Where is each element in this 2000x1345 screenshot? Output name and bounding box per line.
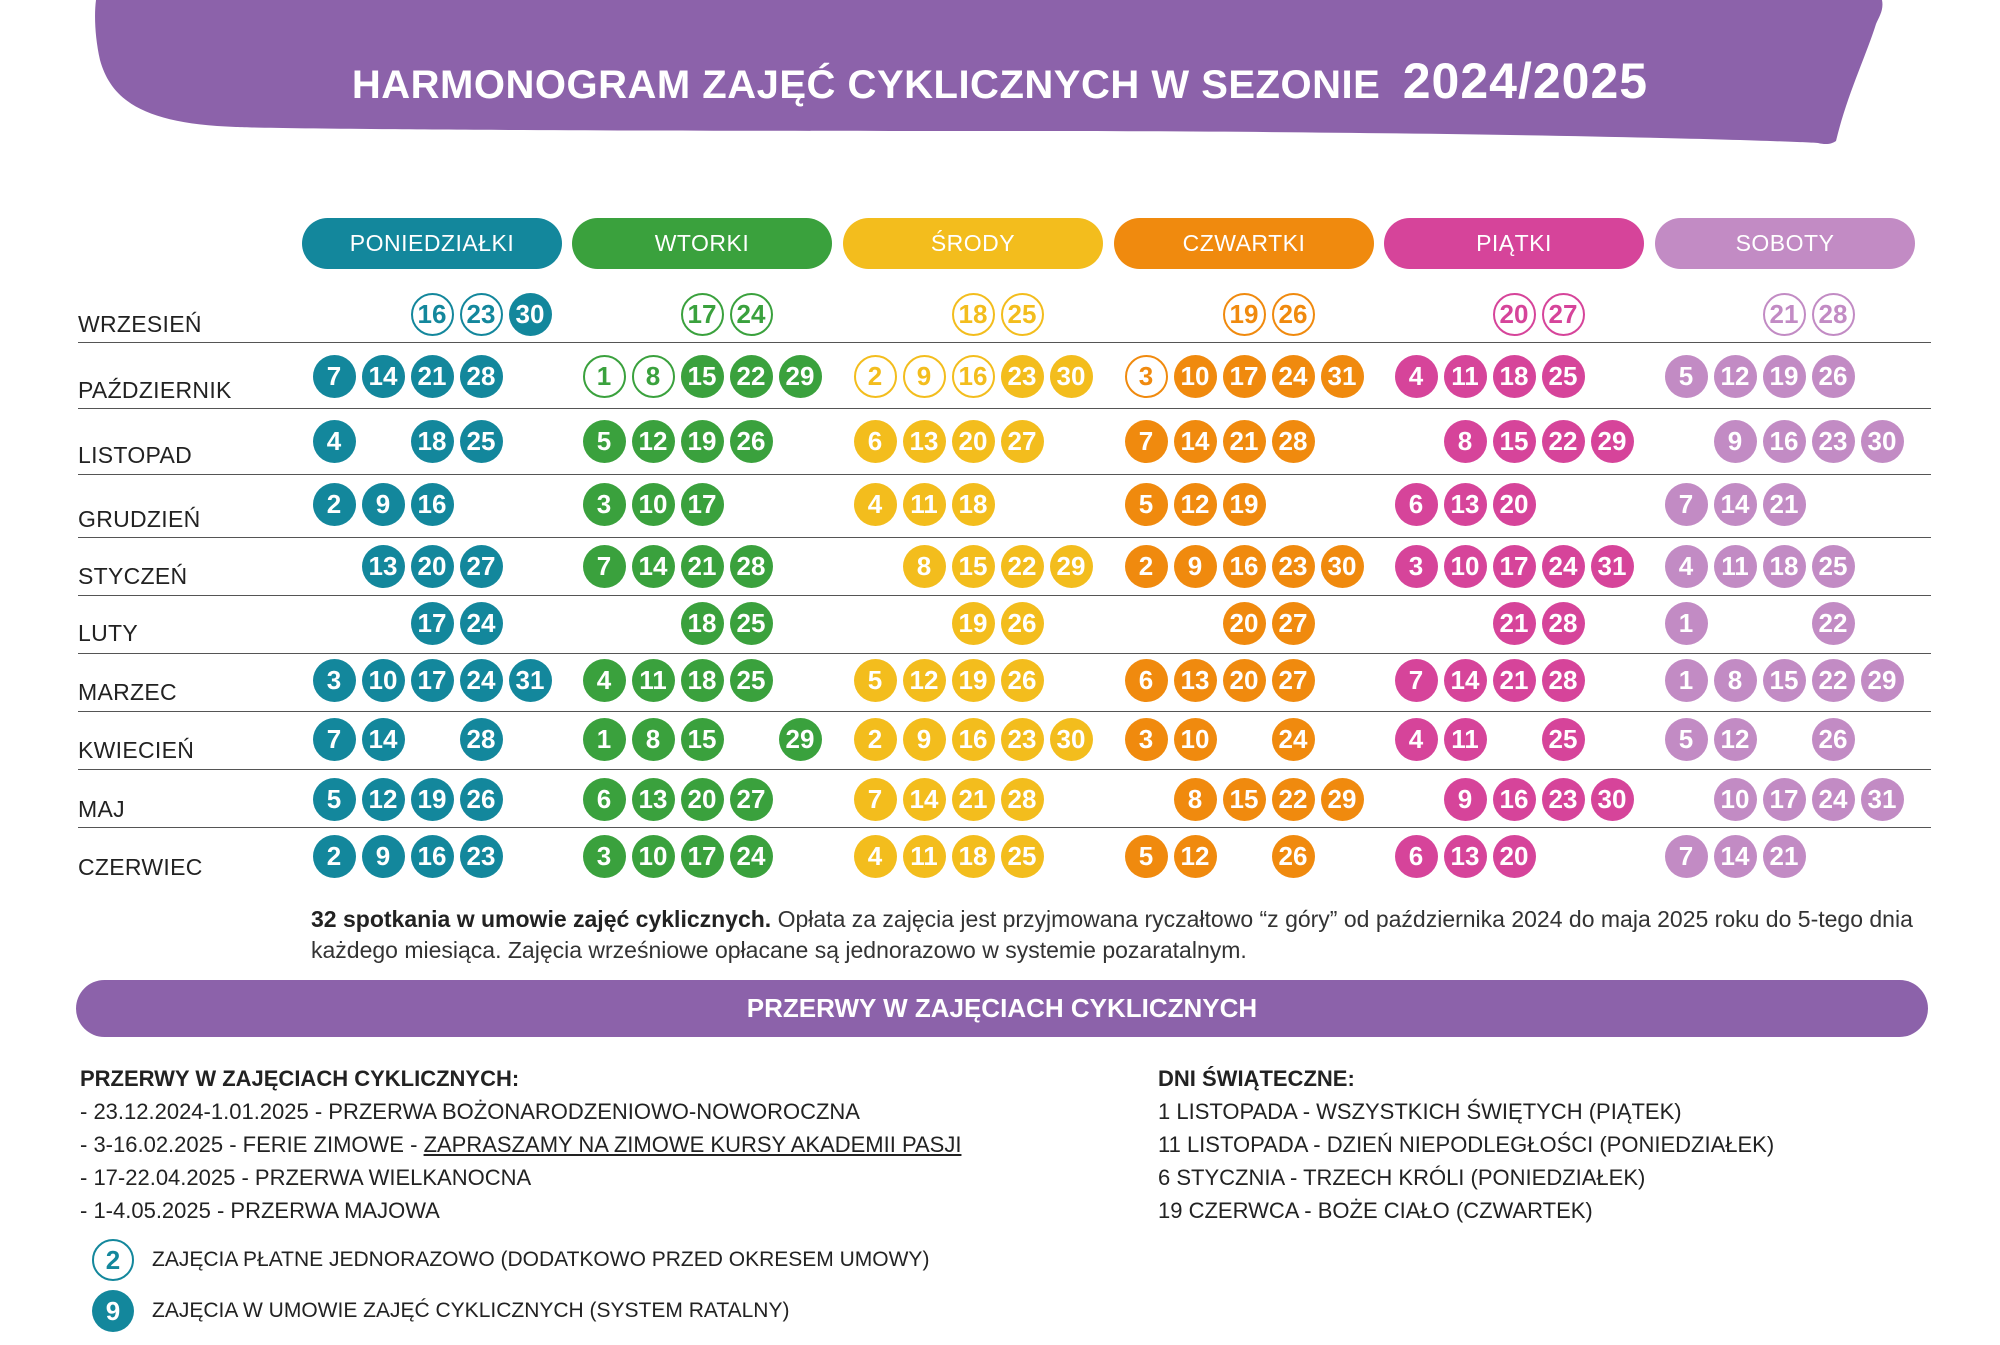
date-circle: 14: [1174, 420, 1217, 463]
date-circle: 13: [903, 420, 946, 463]
date-circle: 21: [411, 355, 454, 398]
holidays-heading: DNI ŚWIĄTECZNE:: [1158, 1066, 1355, 1091]
date-circle: 2: [854, 718, 897, 761]
date-circle: 6: [854, 420, 897, 463]
date-circle: 30: [1321, 545, 1364, 588]
legend-outline-circle: 2: [92, 1239, 134, 1281]
date-circle: 13: [362, 545, 405, 588]
date-circle: 23: [460, 835, 503, 878]
row-divider: [78, 537, 1931, 538]
date-circle: 8: [903, 545, 946, 588]
date-circle: 2: [313, 835, 356, 878]
date-circle: 5: [854, 659, 897, 702]
date-circle: 13: [632, 778, 675, 821]
day-header-soboty: SOBOTY: [1655, 218, 1915, 269]
date-circle: 27: [1001, 420, 1044, 463]
date-circle: 26: [1001, 602, 1044, 645]
date-circle: 6: [1125, 659, 1168, 702]
date-circle: 31: [1861, 778, 1904, 821]
date-circle: 29: [779, 355, 822, 398]
date-circle: 30: [509, 293, 552, 336]
date-circle: 8: [1714, 659, 1757, 702]
date-circle: 22: [1812, 659, 1855, 702]
legend-filled-text: ZAJĘCIA W UMOWIE ZAJĘĆ CYKLICZNYCH (SYSTEM RATALNY): [152, 1299, 790, 1322]
date-circle: 28: [1272, 420, 1315, 463]
row-divider: [78, 711, 1931, 712]
date-circle: 23: [460, 293, 503, 336]
date-circle: 30: [1050, 355, 1093, 398]
date-circle: 22: [1542, 420, 1585, 463]
date-circle: 6: [583, 778, 626, 821]
date-circle: 12: [1714, 718, 1757, 761]
date-circle: 22: [1812, 602, 1855, 645]
date-circle: 11: [1444, 718, 1487, 761]
date-circle: 23: [1001, 355, 1044, 398]
date-circle: 8: [1444, 420, 1487, 463]
date-circle: 9: [1174, 545, 1217, 588]
date-circle: 31: [1321, 355, 1364, 398]
date-circle: 11: [903, 483, 946, 526]
holiday-item: 6 STYCZNIA - TRZECH KRÓLI (PONIEDZIAŁEK): [1158, 1165, 1646, 1190]
date-circle: 24: [730, 835, 773, 878]
date-circle: 18: [952, 293, 995, 336]
date-circle: 1: [1665, 659, 1708, 702]
row-divider: [78, 827, 1931, 828]
date-circle: 19: [1223, 483, 1266, 526]
date-circle: 20: [681, 778, 724, 821]
month-label: MAJ: [78, 796, 125, 822]
date-circle: 3: [1125, 355, 1168, 398]
date-circle: 9: [362, 835, 405, 878]
date-circle: 7: [1395, 659, 1438, 702]
row-divider: [78, 769, 1931, 770]
date-circle: 23: [1001, 718, 1044, 761]
date-circle: 9: [903, 355, 946, 398]
date-circle: 8: [632, 718, 675, 761]
date-circle: 25: [460, 420, 503, 463]
date-circle: 11: [632, 659, 675, 702]
date-circle: 9: [903, 718, 946, 761]
date-circle: 23: [1812, 420, 1855, 463]
month-label: KWIECIEŃ: [78, 737, 195, 763]
date-circle: 6: [1395, 483, 1438, 526]
date-circle: 14: [903, 778, 946, 821]
legend-outline: [92, 1239, 929, 1281]
date-circle: 8: [632, 355, 675, 398]
date-circle: 29: [1050, 545, 1093, 588]
day-header-srody: ŚRODY: [843, 218, 1103, 269]
date-circle: 21: [1493, 602, 1536, 645]
date-circle: 13: [1174, 659, 1217, 702]
date-circle: 20: [411, 545, 454, 588]
day-header-czwartki: CZWARTKI: [1114, 218, 1374, 269]
date-circle: 28: [1542, 659, 1585, 702]
date-circle: 28: [460, 718, 503, 761]
date-circle: 4: [854, 483, 897, 526]
date-circle: 18: [1763, 545, 1806, 588]
date-circle: 17: [681, 293, 724, 336]
date-circle: 14: [1714, 835, 1757, 878]
contract-note: [311, 904, 1936, 966]
date-circle: 15: [1763, 659, 1806, 702]
date-circle: 5: [1665, 718, 1708, 761]
date-circle: 15: [952, 545, 995, 588]
date-circle: 30: [1861, 420, 1904, 463]
date-circle: 17: [1493, 545, 1536, 588]
date-circle: 5: [1125, 835, 1168, 878]
date-circle: 8: [1174, 778, 1217, 821]
date-circle: 17: [411, 602, 454, 645]
date-circle: 16: [952, 355, 995, 398]
date-circle: 18: [411, 420, 454, 463]
date-circle: 26: [1812, 355, 1855, 398]
date-circle: 10: [1174, 718, 1217, 761]
date-circle: 28: [460, 355, 503, 398]
date-circle: 24: [460, 659, 503, 702]
date-circle: 17: [681, 483, 724, 526]
date-circle: 26: [1272, 293, 1315, 336]
date-circle: 16: [411, 293, 454, 336]
date-circle: 11: [1714, 545, 1757, 588]
date-circle: 25: [1812, 545, 1855, 588]
date-circle: 12: [903, 659, 946, 702]
date-circle: 10: [632, 483, 675, 526]
date-circle: 28: [730, 545, 773, 588]
date-circle: 27: [1272, 602, 1315, 645]
date-circle: 20: [1223, 659, 1266, 702]
date-circle: 27: [730, 778, 773, 821]
month-label: LUTY: [78, 620, 138, 646]
date-circle: 2: [1125, 545, 1168, 588]
month-label: WRZESIEŃ: [78, 311, 202, 337]
date-circle: 26: [1001, 659, 1044, 702]
date-circle: 20: [1493, 293, 1536, 336]
day-header-poniedzialki: PONIEDZIAŁKI: [302, 218, 562, 269]
date-circle: 3: [583, 483, 626, 526]
date-circle: 16: [1493, 778, 1536, 821]
date-circle: 12: [1174, 483, 1217, 526]
date-circle: 17: [1763, 778, 1806, 821]
date-circle: 3: [1395, 545, 1438, 588]
date-circle: 27: [460, 545, 503, 588]
date-circle: 26: [1812, 718, 1855, 761]
date-circle: 24: [1542, 545, 1585, 588]
date-circle: 28: [1542, 602, 1585, 645]
date-circle: 16: [411, 835, 454, 878]
row-divider: [78, 474, 1931, 475]
date-circle: 7: [313, 355, 356, 398]
date-circle: 16: [1223, 545, 1266, 588]
title-main: HARMONOGRAM ZAJĘĆ CYKLICZNYCH W SEZONIE: [351, 63, 1381, 107]
row-divider: [78, 342, 1931, 343]
date-circle: 5: [583, 420, 626, 463]
date-circle: 4: [854, 835, 897, 878]
date-circle: 17: [1223, 355, 1266, 398]
date-circle: 15: [1493, 420, 1536, 463]
date-circle: 1: [1665, 602, 1708, 645]
date-circle: 7: [1665, 835, 1708, 878]
date-circle: 10: [632, 835, 675, 878]
date-circle: 29: [779, 718, 822, 761]
break-item: - 23.12.2024-1.01.2025 - PRZERWA BOŻONARODZENIOWO-NOWOROCZNA: [80, 1099, 860, 1124]
date-circle: 4: [1665, 545, 1708, 588]
winter-courses-link[interactable]: ZAPRASZAMY NA ZIMOWE KURSY AKADEMII PASJI: [423, 1132, 962, 1157]
date-circle: 4: [583, 659, 626, 702]
date-circle: 21: [952, 778, 995, 821]
day-header-wtorki: WTORKI: [572, 218, 832, 269]
date-circle: 28: [1812, 293, 1855, 336]
date-circle: 11: [1444, 355, 1487, 398]
date-circle: 3: [583, 835, 626, 878]
date-circle: 28: [1001, 778, 1044, 821]
date-circle: 19: [952, 602, 995, 645]
date-circle: 10: [1714, 778, 1757, 821]
date-circle: 14: [1714, 483, 1757, 526]
date-circle: 25: [1001, 293, 1044, 336]
holiday-item: 1 LISTOPADA - WSZYSTKICH ŚWIĘTYCH (PIĄTEK): [1158, 1099, 1682, 1124]
date-circle: 9: [1444, 778, 1487, 821]
date-circle: 7: [1125, 420, 1168, 463]
month-label: MARZEC: [78, 679, 177, 705]
date-circle: 24: [1812, 778, 1855, 821]
date-circle: 18: [1493, 355, 1536, 398]
month-label: LISTOPAD: [78, 442, 193, 468]
date-circle: 12: [1174, 835, 1217, 878]
date-circle: 23: [1542, 778, 1585, 821]
holiday-item: 19 CZERWCA - BOŻE CIAŁO (CZWARTEK): [1158, 1198, 1593, 1223]
date-circle: 12: [632, 420, 675, 463]
date-circle: 18: [681, 659, 724, 702]
date-circle: 20: [1223, 602, 1266, 645]
date-circle: 19: [1763, 355, 1806, 398]
date-circle: 19: [1223, 293, 1266, 336]
date-circle: 13: [1444, 835, 1487, 878]
date-circle: 16: [1763, 420, 1806, 463]
title-season: 2024/2025: [1402, 53, 1649, 109]
month-label: GRUDZIEŃ: [78, 506, 201, 532]
date-circle: 31: [509, 659, 552, 702]
date-circle: 9: [1714, 420, 1757, 463]
date-circle: 23: [1272, 545, 1315, 588]
date-circle: 4: [1395, 718, 1438, 761]
date-circle: 12: [1714, 355, 1757, 398]
holiday-item: 11 LISTOPADA - DZIEŃ NIEPODLEGŁOŚCI (PONIEDZIAŁEK): [1158, 1132, 1775, 1157]
date-circle: 25: [730, 602, 773, 645]
break-item: [80, 1128, 961, 1161]
day-header-piatki: PIĄTKI: [1384, 218, 1644, 269]
holidays-list: [1158, 1062, 1774, 1227]
date-circle: 24: [460, 602, 503, 645]
date-circle: 14: [362, 355, 405, 398]
date-circle: 15: [1223, 778, 1266, 821]
date-circle: 22: [730, 355, 773, 398]
date-circle: 5: [1665, 355, 1708, 398]
date-circle: 15: [681, 355, 724, 398]
date-circle: 20: [1493, 483, 1536, 526]
date-circle: 25: [1542, 355, 1585, 398]
date-circle: 5: [313, 778, 356, 821]
date-circle: 22: [1001, 545, 1044, 588]
date-circle: 24: [730, 293, 773, 336]
date-circle: 27: [1272, 659, 1315, 702]
date-circle: 9: [362, 483, 405, 526]
date-circle: 17: [411, 659, 454, 702]
date-circle: 1: [583, 718, 626, 761]
date-circle: 24: [1272, 718, 1315, 761]
month-label: STYCZEŃ: [78, 563, 188, 589]
date-circle: 18: [681, 602, 724, 645]
date-circle: 7: [854, 778, 897, 821]
legend-outline-text: ZAJĘCIA PŁATNE JEDNORAZOWO (DODATKOWO PRZED OKRESEM UMOWY): [152, 1248, 930, 1271]
date-circle: 26: [730, 420, 773, 463]
date-circle: 19: [411, 778, 454, 821]
row-divider: [78, 595, 1931, 596]
date-circle: 10: [1174, 355, 1217, 398]
date-circle: 4: [1395, 355, 1438, 398]
date-circle: 14: [632, 545, 675, 588]
date-circle: 26: [460, 778, 503, 821]
date-circle: 29: [1321, 778, 1364, 821]
date-circle: 5: [1125, 483, 1168, 526]
date-circle: 1: [583, 355, 626, 398]
month-label: PAŹDZIERNIK: [78, 377, 232, 403]
break-item: - 17-22.04.2025 - PRZERWA WIELKANOCNA: [80, 1165, 532, 1190]
date-circle: 16: [411, 483, 454, 526]
note-bold: 32 spotkania w umowie zajęć cyklicznych.: [311, 906, 772, 932]
legend-filled-circle: 9: [92, 1290, 134, 1332]
date-circle: 6: [1395, 835, 1438, 878]
date-circle: 7: [583, 545, 626, 588]
date-circle: 21: [1763, 293, 1806, 336]
note-text: Opłata za zajęcia jest przyjmowana ryczałtowo “z góry” od października 2024 do maja 2025 roku do 5-tego dnia każdego miesiąca. Zajęcia wrześniowe opłacane są jednorazowo w systemie pozaratalnym.: [311, 906, 1913, 963]
date-circle: 25: [730, 659, 773, 702]
date-circle: 20: [952, 420, 995, 463]
date-circle: 12: [362, 778, 405, 821]
date-circle: 15: [681, 718, 724, 761]
date-circle: 10: [362, 659, 405, 702]
date-circle: 7: [1665, 483, 1708, 526]
date-circle: 3: [313, 659, 356, 702]
legend-filled: [92, 1290, 789, 1332]
break-item-text: - 3-16.02.2025 - FERIE ZIMOWE -: [80, 1132, 418, 1157]
date-circle: 30: [1591, 778, 1634, 821]
date-circle: 22: [1272, 778, 1315, 821]
date-circle: 25: [1542, 718, 1585, 761]
row-divider: [78, 408, 1931, 409]
date-circle: 21: [1493, 659, 1536, 702]
row-divider: [78, 653, 1931, 654]
date-circle: 17: [681, 835, 724, 878]
date-circle: 25: [1001, 835, 1044, 878]
date-circle: 29: [1861, 659, 1904, 702]
date-circle: 10: [1444, 545, 1487, 588]
breaks-heading: PRZERWY W ZAJĘCIACH CYKLICZNYCH:: [80, 1066, 520, 1091]
date-circle: 19: [681, 420, 724, 463]
date-circle: 14: [362, 718, 405, 761]
date-circle: 11: [903, 835, 946, 878]
date-circle: 13: [1444, 483, 1487, 526]
date-circle: 31: [1591, 545, 1634, 588]
date-circle: 2: [854, 355, 897, 398]
date-circle: 21: [681, 545, 724, 588]
month-label: CZERWIEC: [78, 854, 203, 880]
date-circle: 19: [952, 659, 995, 702]
date-circle: 21: [1223, 420, 1266, 463]
date-circle: 20: [1493, 835, 1536, 878]
date-circle: 30: [1050, 718, 1093, 761]
date-circle: 27: [1542, 293, 1585, 336]
date-circle: 26: [1272, 835, 1315, 878]
page-title: [0, 52, 2000, 110]
date-circle: 16: [952, 718, 995, 761]
date-circle: 29: [1591, 420, 1634, 463]
date-circle: 24: [1272, 355, 1315, 398]
date-circle: 18: [952, 835, 995, 878]
date-circle: 2: [313, 483, 356, 526]
date-circle: 21: [1763, 483, 1806, 526]
date-circle: 21: [1763, 835, 1806, 878]
date-circle: 18: [952, 483, 995, 526]
breaks-banner: PRZERWY W ZAJĘCIACH CYKLICZNYCH: [76, 980, 1928, 1037]
date-circle: 4: [313, 420, 356, 463]
breaks-list: [80, 1062, 961, 1227]
date-circle: 3: [1125, 718, 1168, 761]
date-circle: 7: [313, 718, 356, 761]
date-circle: 14: [1444, 659, 1487, 702]
break-item: - 1-4.05.2025 - PRZERWA MAJOWA: [80, 1198, 440, 1223]
